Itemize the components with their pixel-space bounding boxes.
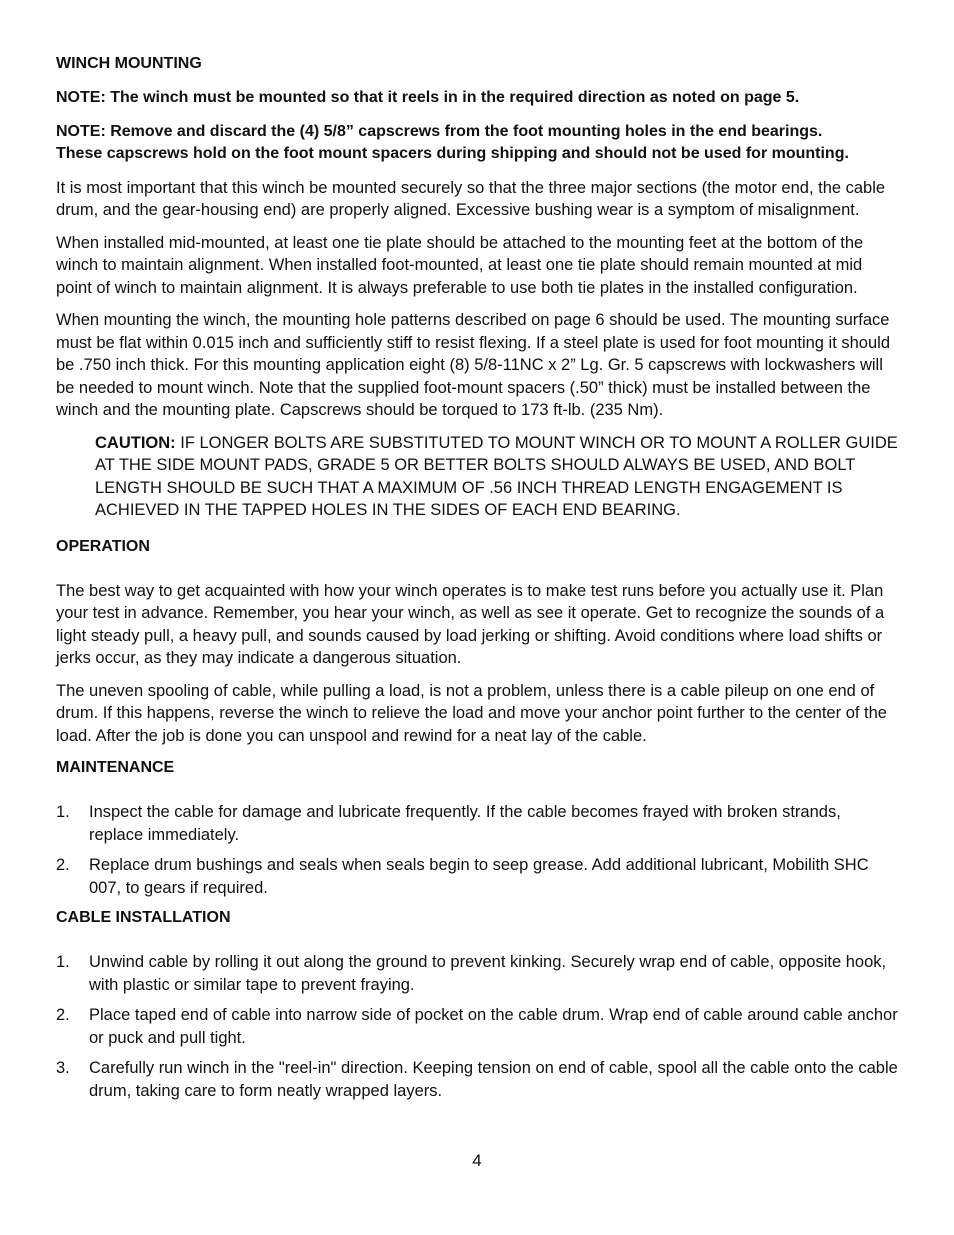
list-item xyxy=(56,801,898,846)
list-item xyxy=(56,1057,898,1102)
caution-label: CAUTION: xyxy=(95,433,176,452)
caution-block xyxy=(95,432,898,522)
list-item xyxy=(56,854,898,899)
list-item-text: Unwind cable by rolling it out along the ground to prevent kinking. Securely wrap end of cable, opposite hook, with plastic or similar tape to prevent fraying. xyxy=(89,953,887,994)
operation-paragraph-test-runs: The best way to get acquainted with how your winch operates is to make test runs before you actually use it. Plan your test in advance. Remember, you hear your winch, as well as see it operate. Get to recognize the sounds of a light steady pull, a heavy pull, and sounds caused by load jerking or shifting. Avoid conditions where load shifts or jerks occur, as they may indicate a dangerous situation. xyxy=(56,581,885,667)
list-item-text: Carefully run winch in the "reel-in" direction. Keeping tension on end of cable, spool all the cable onto the cable drum, taking care to form neatly wrapped layers. xyxy=(89,1059,898,1100)
note-capscrews-line1: NOTE: Remove and discard the (4) 5/8” capscrews from the foot mounting holes in the end bearings. xyxy=(56,122,823,140)
winch-mounting-note-direction: NOTE: The winch must be mounted so that it reels in in the required direction as noted on page 5. xyxy=(56,89,800,106)
list-item-text: Inspect the cable for damage and lubricate frequently. If the cable becomes frayed with broken strands, replace immediately. xyxy=(89,803,841,844)
list-item-number: 2. xyxy=(56,856,70,874)
list-item-number: 1. xyxy=(56,953,70,971)
list-item xyxy=(56,1004,898,1049)
operation-heading: OPERATION xyxy=(56,537,150,555)
operation-paragraph-spooling: The uneven spooling of cable, while pulling a load, is not a problem, unless there is a cable pileup on one end of drum. If this happens, reverse the winch to relieve the load and move your anchor point further to the center of the load. After the job is done you can unspool and rewind for a neat lay of the cable. xyxy=(56,681,887,745)
list-item-text: Replace drum bushings and seals when seals begin to seep grease. Add additional lubricant, Mobilith SHC 007, to gears if required. xyxy=(89,856,869,897)
note-capscrews-line2: These capscrews hold on the foot mount spacers during shipping and should not be used for mounting. xyxy=(56,145,849,162)
cable-installation-heading: CABLE INSTALLATION xyxy=(56,909,231,926)
list-item-number: 2. xyxy=(56,1006,70,1024)
winch-mounting-paragraph-alignment: It is most important that this winch be mounted securely so that the three major sections (the motor end, the cable drum, and the gear-housing end) are properly aligned. Excessive bushing wear is a symptom of misalignment. xyxy=(56,178,886,219)
winch-mounting-note-capscrews xyxy=(56,121,898,166)
list-item-number: 1. xyxy=(56,803,70,821)
maintenance-list xyxy=(56,801,898,899)
page-number: 4 xyxy=(472,1151,482,1170)
caution-text: IF LONGER BOLTS ARE SUBSTITUTED TO MOUNT WINCH OR TO MOUNT A ROLLER GUIDE AT THE SIDE MOUNT PADS, GRADE 5 OR BETTER BOLTS SHOULD ALWAYS BE USED, AND BOLT LENGTH SHOULD BE SUCH THAT A MAXIMUM OF .56 INCH THREAD LENGTH ENGAGEMENT IS ACHIEVED IN THE TAPPED HOLES IN THE SIDES OF EACH END BEARING. xyxy=(95,433,898,519)
maintenance-heading: MAINTENANCE xyxy=(56,759,175,776)
list-item-text: Place taped end of cable into narrow side of pocket on the cable drum. Wrap end of cable around cable anchor or puck and pull tight. xyxy=(89,1006,898,1047)
winch-mounting-heading: WINCH MOUNTING xyxy=(56,55,202,72)
winch-mounting-paragraph-tie-plates: When installed mid-mounted, at least one tie plate should be attached to the mounting feet at the bottom of the winch to maintain alignment. When installed foot-mounted, at least one tie plate should remain mounted at mid point of winch to maintain alignment. It is always preferable to use both tie plates in the installed configuration. xyxy=(56,233,864,297)
list-item-number: 3. xyxy=(56,1059,70,1077)
winch-mounting-paragraph-mounting-surface: When mounting the winch, the mounting hole patterns described on page 6 should be used. The mounting surface must be flat within 0.015 inch and sufficiently stiff to resist flexing. If a steel plate is used for foot mounting it should be .750 inch thick. For this mounting application eight (8) 5/8-11NC x 2” Lg. Gr. 5 capscrews with lockwashers will be needed to mount winch. Note that the supplied foot-mount spacers (.50” thick) must be installed between the winch and the mounting plate. Capscrews should be torqued to 173 ft-lb. (235 Nm). xyxy=(56,311,891,419)
list-item xyxy=(56,951,898,996)
cable-installation-list xyxy=(56,951,898,1102)
